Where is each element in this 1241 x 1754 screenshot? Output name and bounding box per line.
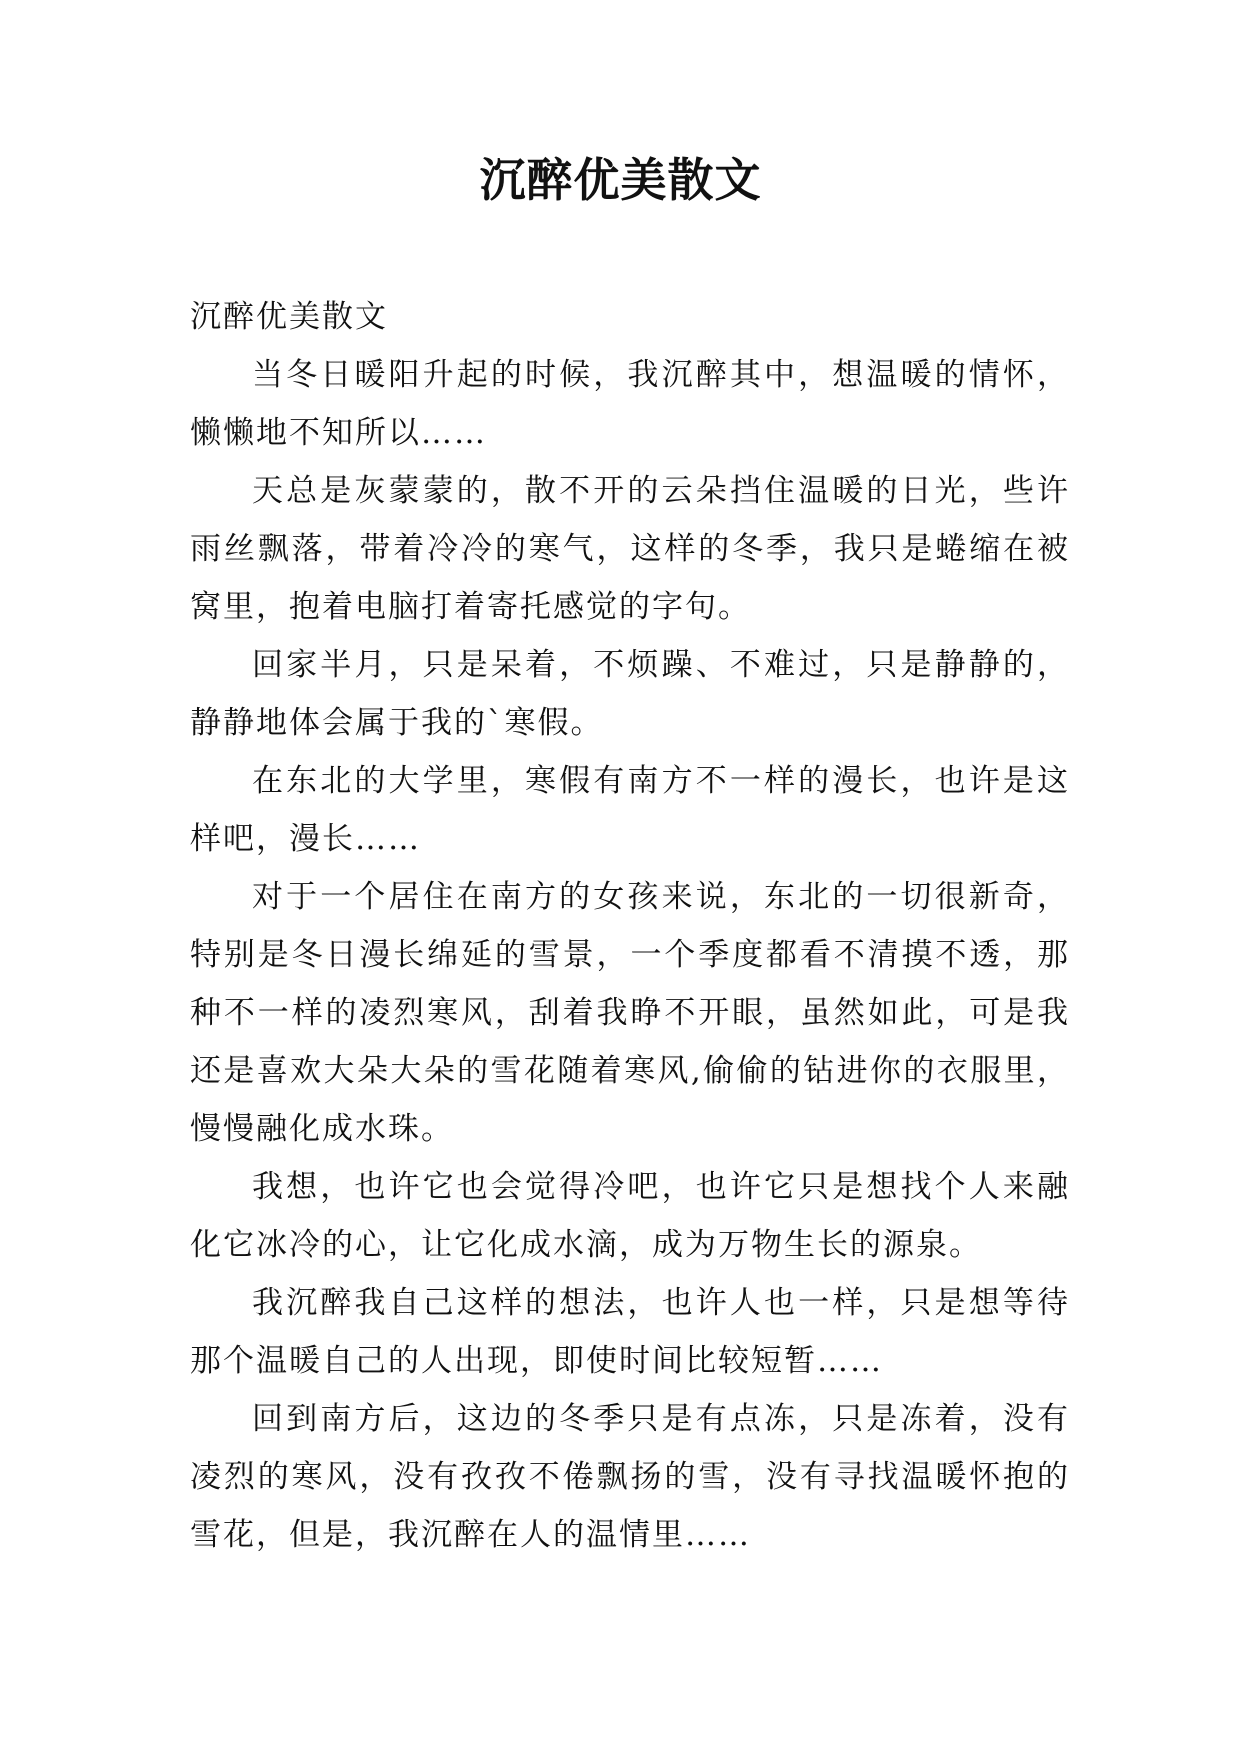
paragraph-8: 回到南方后，这边的冬季只是有点冻，只是冻着，没有凌烈的寒风，没有孜孜不倦飘扬的雪，没有寻找温暖怀抱的雪花，但是，我沉醉在人的温情里……: [190, 1401, 1070, 1553]
paragraph-3: 回家半月，只是呆着，不烦躁、不难过，只是静静的，静静地体会属于我的`寒假。: [190, 647, 1070, 741]
paragraph-6: 我想，也许它也会觉得冷吧，也许它只是想找个人来融化它冰冷的心，让它化成水滴，成为万物生长的源泉。: [190, 1169, 1070, 1263]
paragraph-4: 在东北的大学里，寒假有南方不一样的漫长，也许是这样吧，漫长……: [190, 763, 1070, 857]
document-subtitle: 沉醉优美散文: [190, 299, 388, 335]
paragraph-5: 对于一个居住在南方的女孩来说，东北的一切很新奇，特别是冬日漫长绵延的雪景，一个季度都看不清摸不透，那种不一样的凌烈寒风，刮着我睁不开眼，虽然如此，可是我还是喜欢大朵大朵的雪花随着寒风,偷偷的钻进你的衣服里，慢慢融化成水珠。: [190, 879, 1070, 1147]
paragraph-7: 我沉醉我自己这样的想法，也许人也一样，只是想等待那个温暖自己的人出现，即使时间比较短暂……: [190, 1285, 1070, 1379]
paragraph-2: 天总是灰蒙蒙的，散不开的云朵挡住温暖的日光，些许雨丝飘落，带着冷冷的寒气，这样的冬季，我只是蜷缩在被窝里，抱着电脑打着寄托感觉的字句。: [190, 473, 1070, 625]
document-body: [190, 288, 1070, 1564]
paragraph-1: 当冬日暖阳升起的时候，我沉醉其中，想温暖的情怀，懒懒地不知所以……: [190, 357, 1070, 451]
page-title: 沉醉优美散文: [479, 153, 762, 207]
